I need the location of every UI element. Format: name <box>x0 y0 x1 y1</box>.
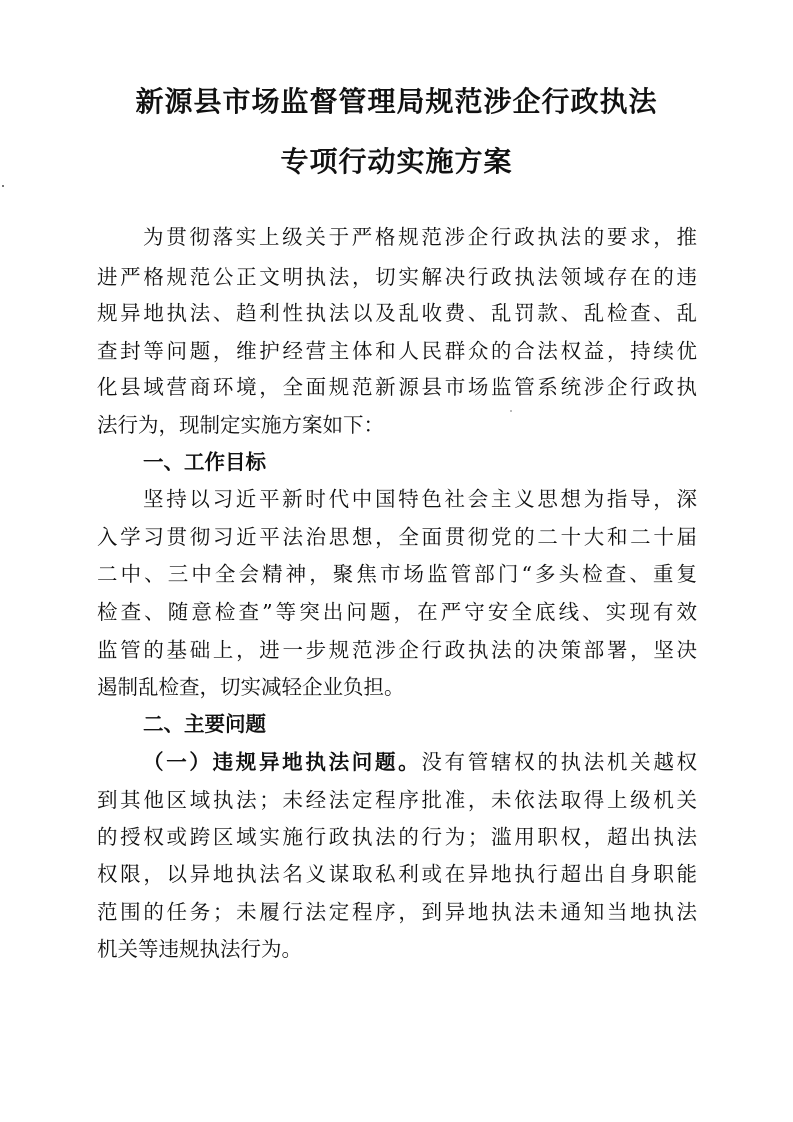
intro-line-6: 法行为，现制定实施方案如下： <box>97 413 384 437</box>
document-title-line-2: 专项行动实施方案 <box>280 145 513 178</box>
goals-line-6: 遏制乱检查，切实减轻企业负担。 <box>97 675 405 699</box>
issue-1-line-5: 范围的任务；未履行法定程序，到异地执法未通知当地执法 <box>97 900 697 924</box>
goals-line-2: 入学习贯彻习近平法治思想，全面贯彻党的二十大和二十届 <box>97 525 697 549</box>
issue-1-line-4: 权限，以异地执法名义谋取私利或在异地执行超出自身职能 <box>97 862 697 886</box>
goals-line-4: 检查、随意检查”等突出问题，在严守安全底线、实现有效 <box>97 600 697 624</box>
scan-speck <box>2 185 4 187</box>
issue-1-line-6: 机关等违规执法行为。 <box>97 937 302 961</box>
issue-1-line-3: 的授权或跨区域实施行政执法的行为；滥用职权，超出执法 <box>97 825 697 849</box>
issue-1-lead: （一）违规异地执法问题。 <box>143 750 422 774</box>
intro-line-4: 查封等问题，维护经营主体和人民群众的合法权益，持续优 <box>97 339 697 363</box>
document-title-line-1: 新源县市场监督管理局规范涉企行政执法 <box>135 85 658 118</box>
goals-line-1: 坚持以习近平新时代中国特色社会主义思想为指导，深 <box>143 487 697 511</box>
intro-line-3: 规异地执法、趋利性执法以及乱收费、乱罚款、乱检查、乱 <box>97 301 697 325</box>
intro-line-1: 为贯彻落实上级关于严格规范涉企行政执法的要求，推 <box>143 225 697 249</box>
section-heading-issues: 二、主要问题 <box>143 712 266 736</box>
issue-1-first-rest: 没有管辖权的执法机关越权 <box>421 750 698 774</box>
section-heading-goals: 一、工作目标 <box>143 450 266 474</box>
issue-1-line-1 <box>143 747 697 777</box>
goals-line-5: 监管的基础上，进一步规范涉企行政执法的决策部署，坚决 <box>97 638 697 662</box>
intro-line-2: 进严格规范公正文明执法，切实解决行政执法领域存在的违 <box>97 265 697 289</box>
issue-1-line-2: 到其他区域执法；未经法定程序批准，未依法取得上级机关 <box>97 788 697 812</box>
goals-line-3: 二中、三中全会精神，聚焦市场监管部门“多头检查、重复 <box>97 562 697 586</box>
intro-line-5: 化县域营商环境，全面规范新源县市场监管系统涉企行政执 <box>97 375 697 399</box>
scan-speck <box>510 410 512 412</box>
